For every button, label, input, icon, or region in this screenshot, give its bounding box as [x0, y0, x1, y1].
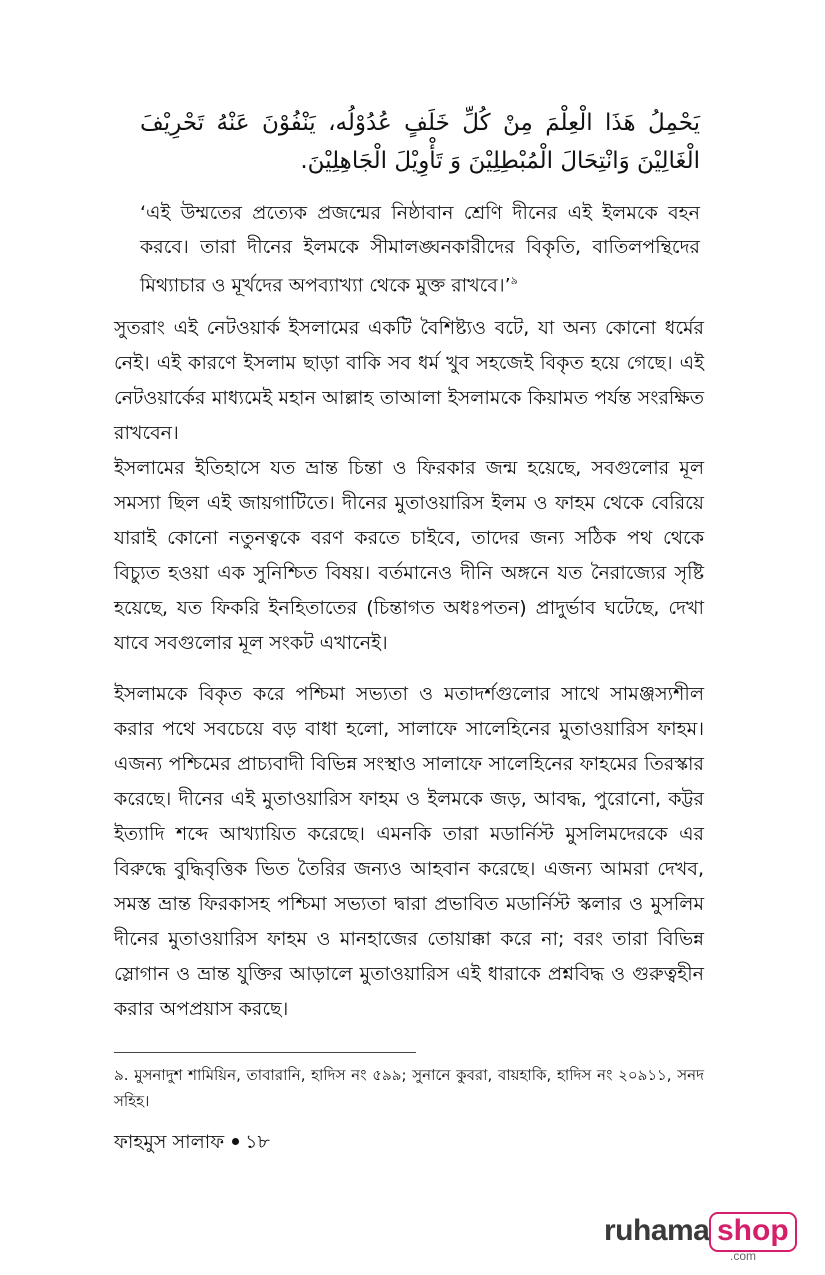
page-footer: [114, 1128, 270, 1156]
arabic-hadith-text: يَحْمِلُ هَذَا الْعِلْمَ مِنْ كُلِّ خَلَفٍ عُدُوْلُه، يَنْفُوْنَ عَنْهُ تَحْرِيْفَ الْغَالِيْنَ وَانْتِحَالَ الْمُبْطِلِيْنَ وَ تَأْوِيْلَ الْجَاهِلِيْنَ.: [140, 110, 700, 174]
paragraph-1: সুতরাং এই নেটওয়ার্ক ইসলামের একটি বৈশিষ্ট্যও বটে, যা অন্য কোনো ধর্মের নেই। এই কারণে ইসলাম ছাড়া বাকি সব ধর্ম খুব সহজেই বিকৃত হয়ে গেছে। এই নেটওয়ার্কের মাধ্যমেই মহান আল্লাহ তাআলা ইসলামকে কিয়ামত পর্যন্ত সংরক্ষিত রাখবেন।: [114, 317, 704, 444]
page-number: ১৮: [245, 1131, 270, 1153]
running-title: ফাহমুস সালাফ: [114, 1131, 225, 1153]
paragraph-3: ইসলামকে বিকৃত করে পশ্চিমা সভ্যতা ও মতাদর্শগুলোর সাথে সামঞ্জস্যশীল করার পথে সবচেয়ে বড় বাধা হলো, সালাফে সালেহিনের মুতাওয়ারিস ফাহম। এজন্য পশ্চিমের প্রাচ্যবাদী বিভিন্ন সংস্থাও সালাফে সালেহিনের ফাহমের তিরস্কার করেছে। দীনের এই মুতাওয়ারিস ফাহম ও ইলমকে জড়, আবদ্ধ, পুরোনো, কট্টর ইত্যাদি শব্দে আখ্যায়িত করেছে। এমনকি তারা মডার্নিস্ট মুসলিমদেরকে এর বিরুদ্ধে বুদ্ধিবৃত্তিক ভিত তৈরির জন্যও আহবান করেছে। এজন্য আমরা দেখব, সমস্ত ভ্রান্ত ফিরকাসহ পশ্চিমা সভ্যতা দ্বারা প্রভাবিত মডার্নিস্ট স্কলার ও মুসলিম দীনের মুতাওয়ারিস ফাহম ও মানহাজের তোয়াক্কা করে না; বরং তারা বিভিন্ন স্লোগান ও ভ্রান্ত যুক্তির আড়ালে মুতাওয়ারিস এই ধারাকে প্রশ্নবিদ্ধ ও গুরুত্বহীন করার অপপ্রয়াস করছে।: [114, 683, 704, 1020]
bangla-hadith-translation: [140, 196, 700, 302]
bullet-icon: [232, 1138, 239, 1145]
footnote: ৯. মুসনাদুশ শামিয়িন, তাবারানি, হাদিস নং ৫৯৯; সুনানে কুবরা, বায়হাকি, হাদিস নং ২০৯১১, সনদ সহিহ।: [114, 1066, 704, 1110]
logo-shop-badge: [709, 1212, 797, 1252]
logo-ruhama-text: ruhama: [604, 1214, 710, 1247]
footnote-divider: [114, 1052, 416, 1053]
ruhamashop-logo: [604, 1208, 789, 1268]
bangla-quote-text: ‘এই উম্মতের প্রত্যেক প্রজন্মের নিষ্ঠাবান শ্রেণি দীনের এই ইলমকে বহন করবে। তারা দীনের ইলমকে সীমালঙ্ঘনকারীদের বিকৃতি, বাতিলপন্থিদের মিথ্যাচার ও মূর্খদের অপব্যাখ্যা থেকে মুক্ত রাখবে।’: [140, 202, 700, 297]
footnote-reference: ৯: [510, 274, 518, 287]
logo-shop-text: shop: [717, 1214, 789, 1247]
logo-dotcom-text: .com: [730, 1249, 757, 1263]
paragraph-2: ইসলামের ইতিহাসে যত ভ্রান্ত চিন্তা ও ফিরকার জন্ম হয়েছে, সবগুলোর মূল সমস্যা ছিল এই জায়গাটিতে। দীনের মুতাওয়ারিস ইলম ও ফাহম থেকে বেরিয়ে যারাই কোনো নতুনত্বকে বরণ করতে চাইবে, তাদের জন্য সঠিক পথ থেকে বিচ্যুত হওয়া এক সুনিশ্চিত বিষয়। বর্তমানেও দীনি অঙ্গনে যত নৈরাজ্যের সৃষ্টি হয়েছে, যত ফিকরি ইনহিতাতের (চিন্তাগত অধঃপতন) প্রাদুর্ভাব ঘটেছে, দেখা যাবে সবগুলোর মূল সংকট এখানেই।: [114, 457, 704, 654]
